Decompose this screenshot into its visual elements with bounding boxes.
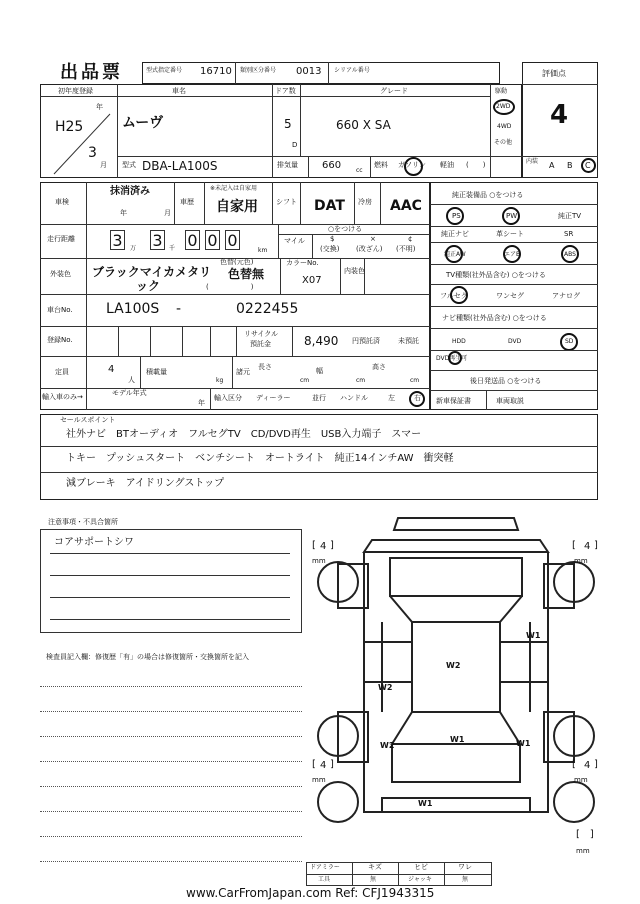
color-value-line2: ック xyxy=(136,279,161,293)
import-dealer: ディーラー xyxy=(256,394,291,402)
category-value: 0013 xyxy=(296,66,322,77)
color-change-label: 色替(元色) xyxy=(220,258,254,266)
import-model-year-label: モデル年式 xyxy=(112,389,147,397)
tv-oneseg: ワンセグ xyxy=(496,292,524,300)
sales-points-line2: トキー プッシュスタート ベンチシート オートライト 純正14インチAW 衝突軽 xyxy=(66,453,454,464)
grade-label: グレード xyxy=(380,87,408,95)
equipment-abs: ABS xyxy=(564,251,576,258)
legend-jack: ジャッキ xyxy=(408,876,432,883)
tire-bracket-fr: [ xyxy=(572,540,576,551)
spare-bracket: [ ] xyxy=(576,829,594,840)
doors-suffix: D xyxy=(292,141,298,149)
tire-bracket-fl-close: ] xyxy=(330,540,334,551)
tv-fullseg-circle xyxy=(450,286,468,304)
color-change-paren: ( ) xyxy=(206,283,254,291)
interior-color-label: 内装色 xyxy=(344,267,365,275)
nav-hdd: HDD xyxy=(452,338,466,345)
later-warranty: 新車保証書 xyxy=(436,397,471,405)
drive-label: 駆動 xyxy=(495,88,508,95)
equipment-ps: PS xyxy=(452,212,461,220)
interior-a: A xyxy=(549,161,555,170)
tv-analog: アナログ xyxy=(552,292,580,300)
legend-crack: ヒビ xyxy=(414,863,428,871)
drive-option-other: その他 xyxy=(494,139,513,146)
chassis-number: 0222455 xyxy=(236,301,299,317)
later-manual: 車両取説 xyxy=(496,397,524,405)
dvd-playback: DVD再生可 xyxy=(436,355,468,362)
legend-tools: 工具 xyxy=(318,876,331,883)
displacement-value: 660 xyxy=(322,160,342,171)
sales-points-line3: 減ブレーキ アイドリングストップ xyxy=(66,478,225,489)
model-type-value: DBA-LA100S xyxy=(142,159,218,173)
history-value: 自家用 xyxy=(216,199,258,215)
color-value-line1: ブラックマイカメタリ xyxy=(92,265,212,279)
ac-value: AAC xyxy=(390,198,422,214)
dims-width-unit: cm xyxy=(356,377,366,384)
mileage-sub-unknown: (不明) xyxy=(396,245,416,253)
tv-title: TV種類(社外品含む) ○をつける xyxy=(446,271,546,279)
mileage-digit: 3 xyxy=(110,230,125,250)
tire-bracket-rr: [ xyxy=(572,759,576,770)
equipment-pw: PW xyxy=(506,212,518,220)
dims-length-label: 長さ xyxy=(258,363,272,371)
chassis-label: 車台No. xyxy=(47,306,73,314)
capacity-label: 定員 xyxy=(55,368,69,376)
equipment-airbag: エアB xyxy=(504,251,521,258)
mileage-km-unit: km xyxy=(258,247,268,254)
serial-label: シリアル番号 xyxy=(334,67,370,74)
damage-mark: W1 xyxy=(526,631,541,640)
color-code-value: X07 xyxy=(302,275,322,286)
recycle-value: 8,490 xyxy=(304,334,339,348)
tire-unit-spare: mm xyxy=(576,847,590,855)
tire-depth-fl: 4 xyxy=(320,541,327,552)
inspection-label: 車検 xyxy=(55,198,69,206)
recycle-label: リサイクル xyxy=(244,330,279,338)
equipment-abs-circle xyxy=(561,245,579,263)
equipment-airbag-circle xyxy=(503,245,521,263)
footer-reference: www.CarFromJapan.com Ref: CFJ1943315 xyxy=(186,886,435,900)
import-parallel: 並行 xyxy=(312,394,326,402)
displacement-label: 排気量 xyxy=(277,161,298,169)
damage-mark: W1 xyxy=(418,799,433,808)
mileage-opt-tamper: × xyxy=(370,235,376,243)
color-code-label: カラーNo. xyxy=(286,259,319,267)
tire-bracket-fr-close: ] xyxy=(594,540,598,551)
fuel-option-diesel: 軽油 xyxy=(440,161,454,169)
nav-sd: SD xyxy=(565,338,574,345)
nav-sd-circle xyxy=(560,333,578,351)
fuel-other-paren: ( ) xyxy=(466,161,486,169)
damage-mark: W1 xyxy=(450,735,465,744)
shift-value: DAT xyxy=(314,198,345,214)
damage-mark: W1 xyxy=(516,739,531,748)
fuel-option-gasoline: ガソリン xyxy=(398,161,426,169)
first-reg-month-unit: 月 xyxy=(100,161,107,169)
doors-label: ドア数 xyxy=(275,87,296,95)
registration-label: 登録No. xyxy=(47,336,73,344)
equipment-aw: 純正AW xyxy=(444,251,466,258)
legend-scratch: キズ xyxy=(368,863,382,871)
mileage-opt-exchange: $ xyxy=(330,235,335,243)
tire-bracket-rr-close: ] xyxy=(594,759,598,770)
damage-mark: W2 xyxy=(380,741,395,750)
doors-value: 5 xyxy=(284,117,292,131)
import-right: 右 xyxy=(414,394,421,402)
model-designation-label: 型式指定番号 xyxy=(146,67,183,74)
model-designation-value: 16710 xyxy=(200,66,232,77)
history-note: ※未記入は自家用 xyxy=(210,185,258,192)
equipment-pw-circle xyxy=(502,207,520,225)
mile-label: マイル xyxy=(284,237,305,245)
import-handle: ハンドル xyxy=(340,394,368,402)
chassis-prefix: LA100S xyxy=(106,301,160,317)
legend-mirror: ドアミラー xyxy=(310,864,340,871)
color-change-value: 色替無 xyxy=(228,267,265,281)
import-year-unit: 年 xyxy=(198,399,205,407)
fuel-gasoline-circle xyxy=(404,157,423,176)
tire-unit-rl: mm xyxy=(312,776,326,784)
interior-label: 内装 xyxy=(526,158,539,165)
history-label: 車歴 xyxy=(180,198,194,206)
notes-value: コアサポートシワ xyxy=(54,537,134,548)
vehicle-details-table xyxy=(40,182,430,410)
equipment-leather: 革シート xyxy=(496,230,524,238)
dims-label: 諸元 xyxy=(236,368,250,376)
handle-right-circle xyxy=(409,391,425,407)
fuel-label: 燃料 xyxy=(374,161,388,169)
tire-depth-rl: 4 xyxy=(320,760,327,771)
tire-depth-rr: 4 xyxy=(584,760,591,771)
equipment-tv: 純正TV xyxy=(558,212,582,220)
score-label: 評価点 xyxy=(542,69,566,78)
mileage-digit: 0 xyxy=(185,230,200,250)
recycle-unpaid: 未預託 xyxy=(398,337,419,345)
sales-points-line1: 社外ナビ BTオーディオ フルセグTV CD/DVD再生 USB入力端子 スマー xyxy=(66,429,422,440)
dvd-playback-circle xyxy=(448,351,462,365)
chassis-dash: - xyxy=(176,301,182,317)
damage-mark: W2 xyxy=(446,661,461,670)
mileage-sub-tamper: (改ざん) xyxy=(356,245,383,253)
tire-depth-fr: 4 xyxy=(584,541,591,552)
dims-length-unit: cm xyxy=(300,377,310,384)
equipment-sr: SR xyxy=(564,230,574,238)
mileage-mark-label: ○をつける xyxy=(328,225,363,233)
dims-width-label: 幅 xyxy=(316,367,323,375)
load-label: 積載量 xyxy=(146,368,167,376)
tire-unit-fr: mm xyxy=(574,557,588,565)
equipment-navi: 純正ナビ xyxy=(441,230,469,238)
capacity-unit: 人 xyxy=(128,376,135,384)
capacity-value: 4 xyxy=(108,364,115,375)
mileage-label: 走行距離 xyxy=(47,235,75,243)
ac-label: 冷房 xyxy=(358,198,372,206)
mileage-opt-unknown: ¢ xyxy=(408,235,413,243)
equipment-title: 純正装備品 ○をつける xyxy=(452,191,524,199)
first-reg-diagonal xyxy=(40,96,117,178)
first-reg-year-unit: 年 xyxy=(96,103,103,111)
dims-height-label: 高さ xyxy=(372,363,386,371)
color-label: 外装色 xyxy=(50,270,71,278)
tire-bracket-rl: [ xyxy=(312,759,316,770)
equipment-aw-circle xyxy=(445,245,463,263)
import-label: 輸入車のみ→ xyxy=(42,393,83,401)
score-value: 4 xyxy=(550,100,569,130)
interior-b: B xyxy=(567,161,573,170)
inspection-value: 抹消済み xyxy=(110,186,150,197)
recycle-label-2: 預託金 xyxy=(250,340,271,348)
tire-unit-rr: mm xyxy=(574,776,588,784)
inspector-label: 検査員記入欄：修復歴「有」の場合は修復箇所・交換箇所を記入 xyxy=(46,653,249,661)
interior-c: C xyxy=(585,161,591,170)
load-unit: kg xyxy=(216,377,224,384)
tire-unit-fl: mm xyxy=(312,557,326,565)
model-type-label: 型式 xyxy=(122,161,136,169)
grade-value: 660 X SA xyxy=(336,118,391,132)
inspection-year-unit: 年 xyxy=(120,209,127,217)
import-left: 左 xyxy=(388,394,395,402)
category-label: 類別区分番号 xyxy=(240,67,277,74)
import-div-label: 輸入区分 xyxy=(214,394,242,402)
legend-tools-value: 無 xyxy=(370,876,377,883)
dims-height-unit: cm xyxy=(410,377,420,384)
shift-label: シフト xyxy=(276,198,297,206)
legend-break: ワレ xyxy=(458,863,472,871)
later-title: 後日発送品 ○をつける xyxy=(470,377,542,385)
drive-2wd-circle xyxy=(493,99,515,115)
mileage-sen-unit: 千 xyxy=(169,245,176,252)
nav-title: ナビ種類(社外品含む) ○をつける xyxy=(442,314,547,322)
legend-jack-value: 無 xyxy=(462,876,469,883)
tire-bracket-fl: [ xyxy=(312,540,316,551)
mileage-man-unit: 万 xyxy=(130,245,137,252)
notes-label: 注意事項・不具合箇所 xyxy=(48,518,118,526)
interior-c-circle xyxy=(581,158,596,173)
damage-mark: W2 xyxy=(378,683,393,692)
inspection-month-unit: 月 xyxy=(164,209,171,217)
tire-bracket-rl-close: ] xyxy=(330,759,334,770)
car-damage-diagram xyxy=(312,512,600,834)
mileage-sub-exchange: (交換) xyxy=(320,245,340,253)
recycle-paid: 円預託済 xyxy=(352,337,380,345)
car-name-value: ムーヴ xyxy=(122,115,164,131)
mileage-digit: 0 xyxy=(225,230,240,250)
tv-fullseg: フルセグ xyxy=(440,292,468,300)
first-reg-era: H25 xyxy=(55,119,84,135)
sales-points-label: セールスポイント xyxy=(60,416,116,424)
nav-dvd: DVD xyxy=(508,338,522,345)
first-reg-month: 3 xyxy=(88,145,97,161)
car-name-label: 車名 xyxy=(172,87,186,95)
form-title: 出品票 xyxy=(60,62,123,83)
displacement-unit: cc xyxy=(356,167,363,174)
drive-option-2wd: 2WD xyxy=(496,103,511,110)
mileage-digit: 0 xyxy=(205,230,220,250)
equipment-ps-circle xyxy=(446,207,464,225)
mileage-digit: 3 xyxy=(150,230,165,250)
drive-option-4wd: 4WD xyxy=(497,123,512,130)
first-reg-label: 初年度登録 xyxy=(58,87,93,95)
